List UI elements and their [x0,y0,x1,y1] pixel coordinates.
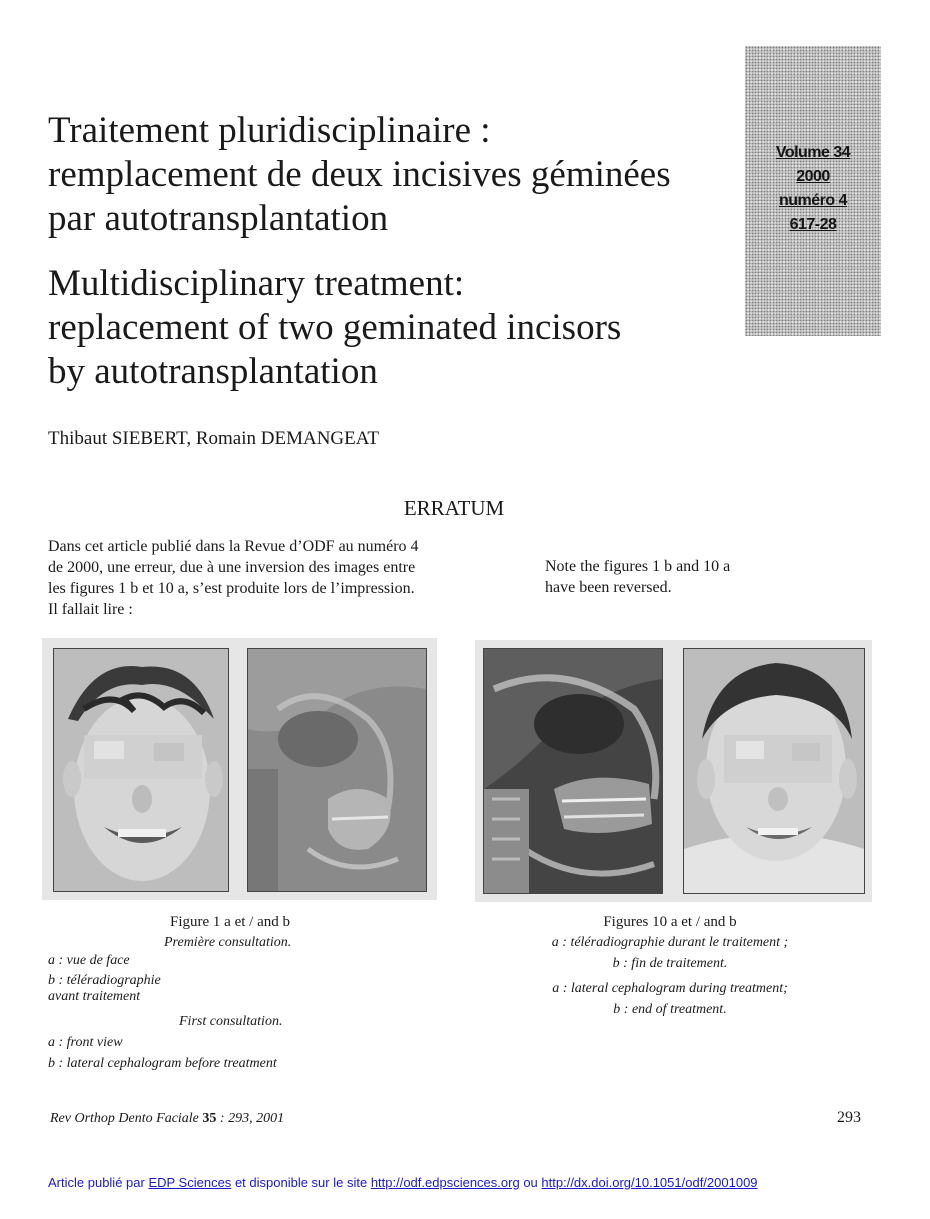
page-number: 293 [837,1109,861,1126]
erratum-fr-line: les figures 1 b et 10 a, s’est produite lors de l’impression. [48,580,415,597]
figure-1-fr-subtitle: Première consultation. [164,935,292,950]
title-fr-line-3: par autotransplantation [48,198,389,239]
figure-1-en-b: b : lateral cephalogram before treatment [48,1056,277,1071]
erratum-en-line: have been reversed. [545,579,672,596]
figure-1-title: Figure 1 a et / and b [170,914,290,930]
publisher-or: ou [523,1175,538,1190]
figure-10-fr-b: b : fin de traitement. [612,956,728,971]
figure-1-en-subtitle: First consultation. [179,1014,283,1029]
figure-1-en-a: a : front view [48,1035,123,1050]
figure-1b-cephalogram [247,648,427,892]
title-fr-line-2: remplacement de deux incisives géminées [48,154,671,195]
erratum-fr-line: de 2000, une erreur, due à une inversion des images entre [48,559,416,576]
title-english [48,262,621,394]
erratum-fr-line: Il fallait lire : [48,601,133,618]
journal-volume: 35 [202,1111,217,1126]
title-en-line-3: by autotransplantation [48,351,378,392]
authors: Thibaut SIEBERT, Romain DEMANGEAT [48,428,379,449]
figure-1-fr-b1: b : téléradiographie [48,973,161,988]
figure-10-caption [470,913,870,1019]
figure-10-title: Figures 10 a et / and b [603,914,737,930]
figure-1-fr-b2: avant traitement [48,989,141,1004]
publisher-mid: et disponible sur le site [234,1175,368,1190]
journal-name: Rev Orthop Dento Faciale [50,1111,199,1126]
doi-link[interactable]: http://dx.doi.org/10.1051/odf/2001009 [541,1175,758,1190]
figure-1-fr-a: a : vue de face [48,953,130,968]
figure-10-fr-a: a : téléradiographie durant le traitement ; [551,935,789,950]
odf-site-link[interactable]: http://odf.edpsciences.org [370,1175,520,1190]
pages-label: 617-28 [789,216,837,233]
erratum-heading: ERRATUM [403,496,505,520]
publisher-line [48,1175,758,1190]
title-en-line-2: replacement of two geminated incisors [48,307,622,348]
edp-sciences-link[interactable]: EDP Sciences [148,1175,232,1190]
figure-10-en-b: b : end of treatment. [613,1002,727,1017]
figure-1-panel [42,638,437,900]
year-label: 2000 [796,168,830,185]
erratum-english-text [545,556,730,598]
journal-pages: : 293, 2001 [219,1111,285,1126]
figure-10b-face-photo [683,648,865,894]
publisher-prefix: Article publié par [48,1175,145,1190]
title-en-line-1: Multidisciplinary treatment: [48,263,465,304]
figure-10-panel [475,640,872,902]
volume-label: Volume 34 [775,144,851,161]
figure-1a-face-photo [53,648,229,892]
erratum-en-line: Note the figures 1 b and 10 a [545,558,731,575]
title-french [48,109,671,241]
erratum-fr-line: Dans cet article publié dans la Revue d’ODF au numéro 4 [48,538,419,555]
figure-10a-cephalogram [483,648,663,894]
title-fr-line-1: Traitement pluridisciplinaire : [48,110,491,151]
journal-citation [50,1111,284,1127]
volume-info-box [745,46,881,336]
figure-10-en-a: a : lateral cephalogram during treatment; [552,981,788,996]
issue-label: numéro 4 [778,192,847,209]
erratum-french-text [48,536,419,620]
